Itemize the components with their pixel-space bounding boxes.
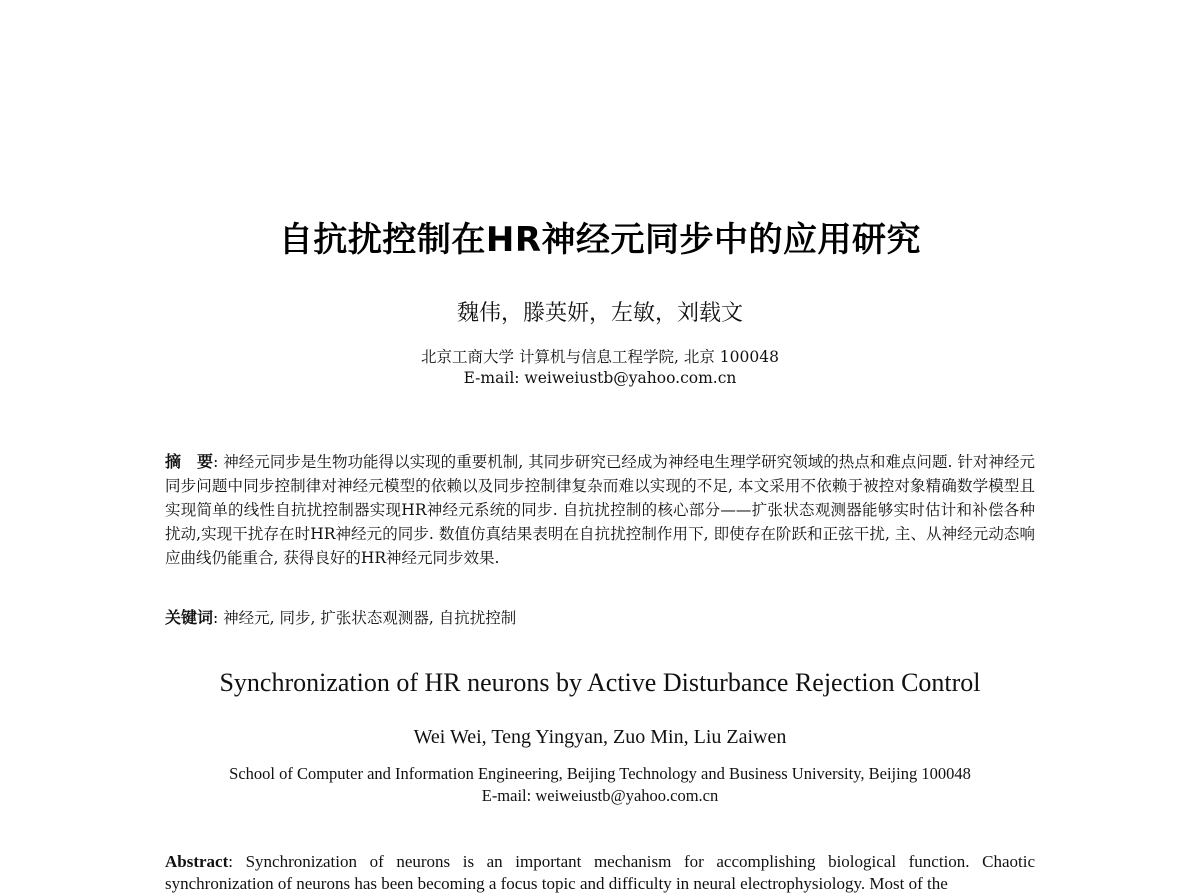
en-abstract bbox=[165, 851, 1035, 895]
zh-keywords bbox=[165, 606, 1035, 630]
zh-abstract-text: : 神经元同步是生物功能得以实现的重要机制, 其同步研究已经成为神经电生理学研究领域的热点和难点问题. 针对神经元同步问题中同步控制律对神经元模型的依赖以及同步控制律复杂而难以实现的不足, 本文采用不依赖于被控对象精确数学模型且实现简单的线性自抗扰控制器实现HR神经元系统的同步. 自抗扰控制的核心部分——扩张状态观测器能够实时估计和补偿各种扰动,实现干扰存在时HR神经元的同步. 数值仿真结果表明在自抗扰控制作用下, 即使存在阶跃和正弦干扰, 主、从神经元动态响应曲线仍能重合, 获得良好的HR神经元同步效果. bbox=[165, 453, 1035, 567]
zh-email: E-mail: weiweiustb@yahoo.com.cn bbox=[463, 369, 737, 387]
zh-keywords-label: 关键词 bbox=[165, 608, 214, 627]
zh-abstract-label: 摘 要 bbox=[165, 452, 214, 471]
zh-keywords-text: : 神经元, 同步, 扩张状态观测器, 自抗扰控制 bbox=[213, 609, 517, 627]
zh-affiliation: 北京工商大学 计算机与信息工程学院, 北京 100048 bbox=[421, 348, 779, 366]
en-authors: Wei Wei, Teng Yingyan, Zuo Min, Liu Zaiwen bbox=[413, 726, 787, 748]
zh-title: 自抗扰控制在HR神经元同步中的应用研究 bbox=[278, 220, 922, 260]
en-email: E-mail: weiweiustb@yahoo.com.cn bbox=[481, 786, 719, 805]
zh-abstract bbox=[165, 450, 1035, 570]
en-title: Synchronization of HR neurons by Active Disturbance Rejection Control bbox=[219, 668, 981, 697]
en-abstract-label: Abstract bbox=[165, 852, 229, 871]
en-abstract-text: : Synchronization of neurons is an important mechanism for accomplishing biological function. Chaotic synchronization of neurons has been becoming a focus topic and difficulty in neural electrophysiology. Most of the bbox=[165, 852, 1035, 893]
en-affiliation: School of Computer and Information Engineering, Beijing Technology and Business University, Beijing 100048 bbox=[229, 764, 971, 783]
zh-authors: 魏伟，滕英妍，左敏，刘载文 bbox=[456, 301, 743, 326]
